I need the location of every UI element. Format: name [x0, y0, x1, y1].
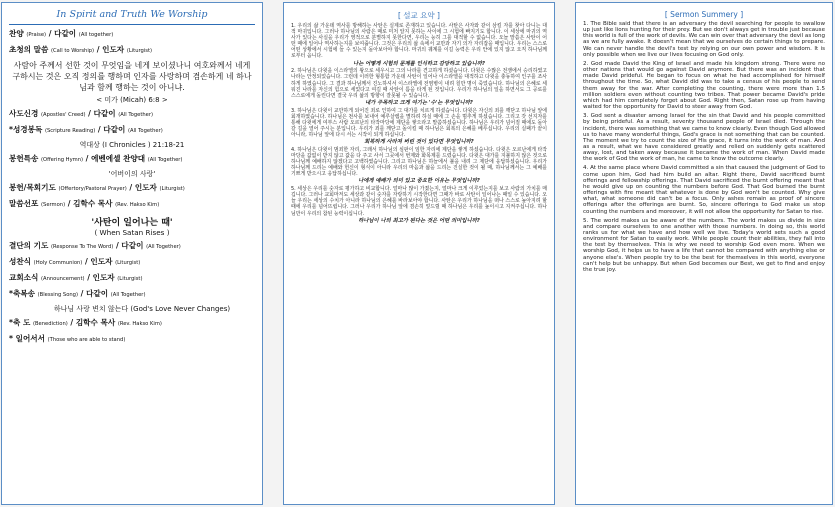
order-separator: / [113, 240, 122, 250]
order-item [9, 124, 255, 137]
order-item [9, 288, 255, 301]
verse-reference: < 미가 (Micah) 6:8 > [96, 95, 168, 104]
order-item [9, 28, 255, 41]
order-item [9, 44, 255, 57]
order-item-leader: 다같이 [103, 124, 126, 134]
summary-ko-paragraph: 4. 하나님은 다윗이 범죄한 자리, 그래서 하나님의 심판이 임한 자리에 제단을 쌓게 하셨습니다. 다윗은 오르난에게 타작마당을 값없이 받지 않고 값을 다 주고 사서 그곳에서 번제와 화목제를 드렸습니다. 다윗은 대가를 지불하지 않은 것으로 하나님께 예배하지 않겠다고 고백하였습니다. 그리고 하나님은 하늘에서 불을 내려 그 제단에 응답하셨습니다. 우리가 하나님께 드리는 예배와 헌신이 형식이 아니라 우리의 마음과 삶을 드리는 진실한 것이 될 때, 하나님께서는 그 예배를 기쁘게 받으시고 응답하십니다. [291, 146, 547, 178]
summary-ko-paragraph: 1. 우리의 삶 가운데 역사를 방해하는 사탄은 실제로 존재하고 있습니다. 사탄은 사자와 같이 삼킬 자를 찾아 다니는 대적 마귀입니다. 그러나 하나님의 사람은 때로 미처 알지 못하는 사이에 그 시험에 빠지기도 합니다. 이 세상에 마귀의 역사가 있다는 사실을 우리가 영적으로 분별하지 못한다면, 우리는 능히 그를 대적할 수 없습니다. 오늘 말씀은 사탄이 어떤 때에 일어나 역사하는지를 보여줍니다. 그것은 우리의 삶 속에서 교만과 자기 의가 자리잡을 때입니다. 우리는 스스로 어떤 상황에서 시험에 들 수 있는지 돌아보아야 합니다. 마귀의 궤계를 이길 능력은 우리 안에 있지 않고 오직 하나님께로부터 옵니다. [291, 23, 547, 60]
order-item-name: 성찬식 [9, 256, 32, 266]
order-item [9, 198, 255, 211]
order-item-leader: 다같이 [93, 108, 116, 118]
summary-ko-question: 하나님이 나의 최고가 된다는 것은 어떤 의미입니까? [358, 217, 480, 224]
order-item-english: (Response To The Word) [50, 243, 114, 250]
order-separator: / [78, 288, 87, 298]
order-item [9, 317, 255, 330]
summary-ko-paragraph: 3. 하나님은 다윗이 교만하게 되어진 죄로 인하여 그 대가를 치르게 하셨습니다. 다윗은 자신의 죄를 깨닫고 하나님 앞에 회개하였습니다. 하나님은 천사를 보내어 예루살렘을 멸하려 하실 때에 그 손을 멈추게 하셨습니다. 그리고 갓 선지자를 통해 다윗에게 여부스 사람 오르난의 타작마당에 제단을 쌓으라고 말씀하셨습니다. 하나님은 우리가 넘어질 때에도 돌아갈 길을 열어 주시는 분입니다. 우리가 죄를 깨닫고 돌이킬 때 하나님은 회복의 은혜를 베푸십니다. 우리의 실패가 끝이 아니라, 하나님 앞에 다시 서는 시작이 되게 하십니다. [291, 107, 547, 138]
order-item-english: (Offering Hymn) [41, 156, 84, 163]
order-item-leader-english: (All Together) [147, 156, 183, 163]
order-item-leader-english: (Liturgist) [126, 48, 153, 54]
offering-hymn-title: '어버이의 사랑' [108, 169, 156, 178]
order-item-leader: 인도자 [92, 272, 115, 282]
sermon-summary-english-panel [575, 2, 833, 505]
order-item-leader-english: (Rev. Hakso Kim) [115, 201, 160, 208]
order-item [9, 108, 255, 121]
order-item-english: (Blessing Song) [37, 291, 79, 298]
order-item-english: (Holy Communion) [33, 259, 83, 266]
order-item-name: 말씀선포 [9, 198, 39, 208]
summary-ko-paragraph: 2. 하나님은 다윗을 이스라엘의 왕으로 세우시고 그의 나라를 견고하게 하셨습니다. 다윗은 수많은 전쟁에서 승리하였고 나라는 안정되었습니다. 그런데 이러한 형통함 가운데 사탄이 일어나 이스라엘을 대적하고 다윗을 충동하여 인구를 조사하게 하였습니다. 그 결과 하나님께서 진노하셔서 이스라엘에 전염병이 내려 칠만 명이 죽었습니다. 하나님의 은혜로 세워진 나라를 자신의 힘으로 세었다고 여길 때 사탄이 틈을 타게 된 것입니다. 우리가 하나님의 일을 하면서도 그 공로를 스스로에게 돌린다면 결국 우리 삶의 방향이 잘못될 수 있습니다. [291, 68, 547, 99]
order-item-leader-english: (Liturgist) [159, 185, 185, 192]
order-item-leader: 다같이 [121, 240, 144, 250]
blessing-song-title: 하나님 사랑 변치 않는다 (God's Love Never Changes) [53, 304, 231, 313]
order-item-english: (Announcement) [41, 275, 85, 282]
sermon-summary-korean-panel [283, 2, 555, 505]
order-item-leader: 다같이 [54, 29, 77, 38]
summary-ko-question: 회복하게 사라져 버린 것이 있다면 무엇입니까? [364, 139, 474, 146]
order-item-leader: 인도자 [102, 45, 125, 54]
order-separator: / [46, 29, 55, 38]
order-item [9, 182, 255, 195]
order-item-english: (Praise) [26, 32, 47, 38]
order-item-english: (Scripture Reading) [44, 127, 96, 134]
order-separator: / [85, 108, 94, 118]
order-item-leader-english: (All Together) [146, 243, 181, 250]
scripture-reference: 역대상 (I Chronicles ) 21:18-21 [79, 140, 185, 149]
order-item-name: 봉헌특송 [9, 153, 39, 163]
order-item-name: *축복송 [9, 288, 35, 298]
order-item-leader-english: (Rev. Hakso Kim) [117, 320, 162, 327]
order-item-name: 사도신경 [9, 108, 39, 118]
sermon-subtitle: ( When Satan Rises ) [94, 227, 170, 237]
sermon-title: '사탄이 일어나는 때' [91, 217, 173, 228]
order-item-leader: 김학수 목사 [75, 317, 116, 327]
order-item-name: *성경봉독 [9, 124, 43, 134]
summary-en-paragraph: 1. The Bible said that there is an adversary the devil searching for people to swallow up just like lions hunting for their prey. But we don't always get in trouble just because this world is full of the work of devils. We can win over that adversary the devil as long as we are fully awake. It doesn't mean that we ourselves do certain things to prepare. We can never handle the devil's test by relying on our own power and wisdom. It is only possible when we live our lives focusing on God only. [583, 21, 825, 58]
order-item-leader-english: (Liturgist) [115, 259, 141, 266]
order-item [9, 256, 255, 269]
order-item-english: (Apostles' Creed) [41, 111, 86, 118]
order-separator: / [126, 182, 135, 192]
order-item-name: 초청의 말씀 [9, 45, 49, 54]
order-separator: / [67, 317, 76, 327]
order-separator: / [83, 153, 92, 163]
order-item [9, 240, 255, 253]
order-item-name: 결단의 기도 [9, 240, 49, 250]
order-separator: / [82, 256, 91, 266]
order-item-english: (Offertory/Pastoral Prayer) [58, 185, 127, 192]
summary-en-paragraph: 3. God sent a disaster among Israel for the sin that David and his people committed by being prideful. As a result, seventy thousand people of Israel died. Through the incident, there was something that we came to know clearly. Even though God allowed us to have many wonderful things, God's grace is not something that can be counted. The moment we try to count the size of His grace, it turns into the work of man. And as a result, what we have considered greatly and relied on suddenly gets scattered away, lost, and taken away because it became the work of man. When David made the work of God the work of man, he came to know the outcome clearly. [583, 113, 825, 163]
order-item-leader-english: (All together) [78, 32, 114, 38]
order-item-english: (Call to Worship) [50, 48, 95, 54]
order-item-english: (Sermon) [41, 201, 66, 208]
order-item-leader: 에벤에셀 찬양대 [91, 153, 146, 163]
order-item-leader: 인도자 [90, 256, 113, 266]
summary-ko-question: 나는 어떻게 시험의 문제를 인식하고 감당하고 있습니까? [353, 60, 485, 67]
order-item-name: 찬양 [9, 29, 24, 38]
order-header: In Spirit and Truth We Worship [9, 7, 255, 25]
order-item [9, 153, 255, 166]
order-separator: / [95, 124, 104, 134]
order-item-english: (Benediction) [32, 320, 68, 327]
order-of-worship-panel [1, 2, 263, 505]
summary-en-paragraph: 4. At the same place where David committed a sin that caused the judgment of God to come upon him, God had him build an altar. Right there, David sacrificed burnt offerings and fellowship offerings. That David sacrificed the burnt offering meant that he would give up on counting the numbers before God. That God burned the burnt offerings with fire meant that whatever is done by God won't be counted. Why give what, what someone did can't be a focus. Only ashes remain as proof of sincere offerings after the offerings are burnt. So, sincere offerings to God make us stop counting the numbers and moreover, it will not allow the opportunity for Satan to rise. [583, 165, 825, 215]
order-separator: / [65, 198, 74, 208]
order-separator: / [94, 45, 103, 54]
summary-en-paragraph: 5. The world makes us be aware of the numbers. The world makes us divide in size and compare ourselves to one another with those numbers. In doing so, this world ranks us for what we have and how well we live. Today's world sets such a good environment for Satan to easily work. While people count their abilities, they fall into the test by themselves. This is why we need to worship God even more. When we worship God, it helps us to have a life that cannot be compared with anything else or anyone else's. When people try to be the best for themselves in this world, everyone can't help but be unhappy. But when God becomes our Best, we get to find and enjoy the true joy. [583, 217, 825, 273]
order-item-leader: 김학수 목사 [73, 198, 113, 208]
order-item-name: 봉헌/목회기도 [9, 182, 56, 192]
order-item-leader-english: (Liturgist) [117, 275, 143, 282]
order-item [9, 272, 255, 285]
order-item [9, 333, 255, 346]
summary-en-title: [ Sermon Summery ] [664, 10, 744, 19]
order-item-english: (Those who are able to stand) [47, 336, 126, 343]
order-item-name: 교회소식 [9, 272, 39, 282]
order-separator: / [84, 272, 93, 282]
order-item-leader: 다같이 [86, 288, 109, 298]
summary-ko-question: 내가 주목하고 크게 여기는 '수'는 무엇입니까? [365, 99, 473, 106]
summary-ko-paragraph: 5. 세상은 우리를 숫자로 평가하고 비교합니다. 얼마나 많이 가졌는지, 얼마나 크게 이루었는지를 보고 사람의 가치를 매깁니다. 그러나 교회마저도 세상과 같이 숫자를 자랑하기 시작한다면 그때가 바로 사탄이 일어나는 때일 수 있습니다. 오늘 우리는 세상의 수치가 아니라 하나님의 은혜를 바라보아야 합니다. 사탄은 우리가 하나님을 떠나 스스로 높아지려 할 때에 우리를 넘어뜨립니다. 그러나 우리가 하나님 앞에 겸손히 엎드릴 때 하나님은 우리를 높이시고 지켜주십니다. 하나님만이 우리의 참된 능력이십니다. [291, 186, 547, 217]
order-item-name: * 일어서서 [9, 333, 45, 343]
order-item-leader: 인도자 [134, 182, 157, 192]
summary-ko-question: 나에게 예배가 의미 있고 중요한 이유는 무엇입니까? [358, 178, 480, 185]
summary-ko-title: [ 설교 요약 ] [398, 11, 440, 20]
order-item-name: *축 도 [9, 317, 31, 327]
call-to-worship-verse: 사람아 주께서 선한 것이 무엇임을 네게 보이셨나니 여호와께서 네게 구하시는 것은 오직 정의를 행하며 인자를 사랑하며 겸손하게 네 하나님과 함께 행하는 것이 아니냐. [12, 61, 252, 93]
order-item-leader-english: (All Together) [128, 127, 163, 134]
order-item-leader-english: (All Together) [110, 291, 146, 298]
order-item-leader-english: (All Together) [118, 111, 153, 118]
summary-en-paragraph: 2. God made David the King of Israel and made his kingdom strong. There were no other nations that would go against David anymore. But there was an incident that made David prideful. He began to focus on what he had accomplished for himself throughout the time. So, what David did was to take a census of his people to send them away for the war. After completing the counting, there were more than 1.5 million soldiers even without counting two tribes. That power became David's pride which had him completely forget about God. Right then, Satan rose up from having waited for the opportunity for David to steer away from God. [583, 60, 825, 111]
